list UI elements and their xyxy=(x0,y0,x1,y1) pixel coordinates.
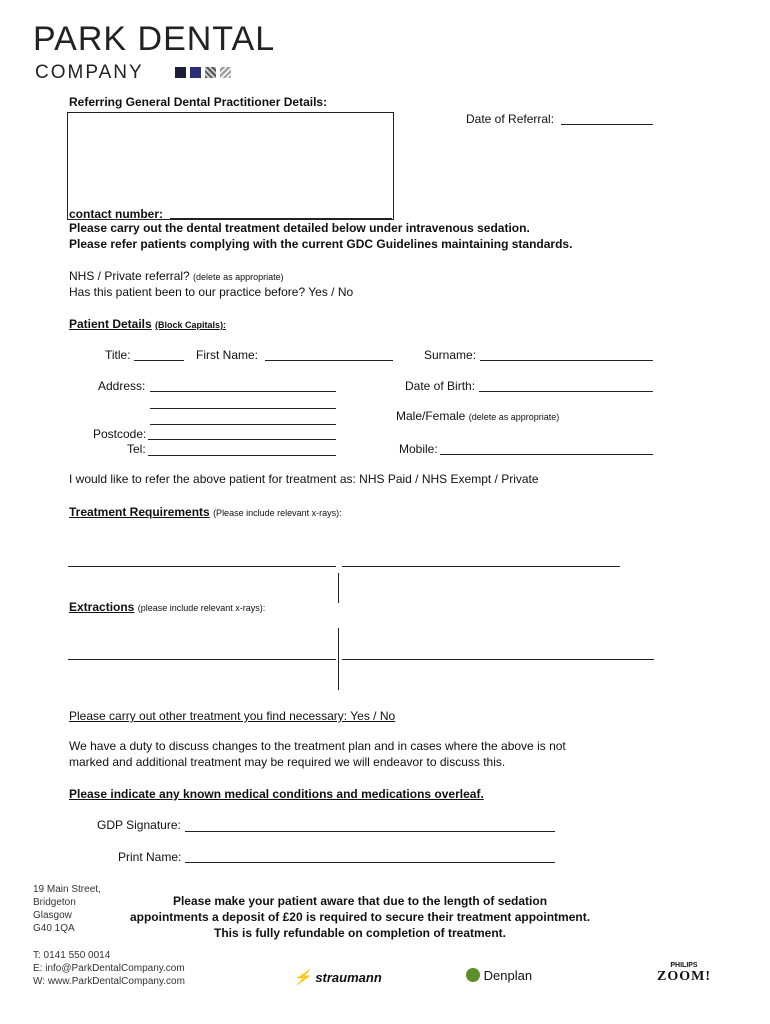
straumann-icon: ⚡ xyxy=(293,969,312,986)
denplan-apple-icon xyxy=(466,968,480,982)
other-treatment-question: Please carry out other treatment you find necessary: Yes / No xyxy=(69,709,396,723)
deposit-line-2: appointments a deposit of £20 is required to secure their treatment appointment. xyxy=(129,910,591,924)
sex-note: (delete as appropriate) xyxy=(468,412,560,422)
patient-heading-label: Patient Details xyxy=(69,317,152,331)
contact-email[interactable]: E: info@ParkDentalCompany.com xyxy=(33,963,185,974)
patient-heading-note: (Block Capitals): xyxy=(155,320,227,330)
instruction-line-1: Please carry out the dental treatment detailed below under intravenous sedation. xyxy=(69,221,530,235)
first-name-label: First Name: xyxy=(196,348,259,362)
referral-type-note: (delete as appropriate) xyxy=(193,272,284,282)
address-field-2[interactable] xyxy=(150,408,336,409)
patient-details-heading xyxy=(69,317,226,331)
brand-subtitle: COMPANY xyxy=(35,62,144,83)
title-field[interactable] xyxy=(134,360,184,361)
extractions-field-right[interactable] xyxy=(342,659,654,660)
tel-field[interactable] xyxy=(148,455,336,456)
address-line-2: Bridgeton xyxy=(33,897,76,908)
sex-selector[interactable] xyxy=(396,409,559,423)
address-line-4: G40 1QA xyxy=(33,923,75,934)
treatment-field-upper-right[interactable] xyxy=(342,566,620,567)
treatment-heading-note: (Please include relevant x-rays): xyxy=(213,508,342,518)
logo-square-pattern xyxy=(205,67,216,78)
referral-type-question xyxy=(69,269,284,283)
address-field-1[interactable] xyxy=(150,391,336,392)
referral-type-label: NHS / Private referral? xyxy=(69,269,190,283)
philips-zoom-logo xyxy=(657,962,711,985)
logo-square-light xyxy=(220,67,231,78)
deposit-line-1: Please make your patient aware that due to the length of sedation xyxy=(172,894,548,908)
philips-label: PHILIPS xyxy=(670,962,698,969)
denplan-logo xyxy=(466,968,532,983)
duty-line-2: marked and additional treatment may be required we will endeavor to discuss this. xyxy=(69,755,506,769)
surname-label: Surname: xyxy=(424,348,477,362)
extractions-field-left[interactable] xyxy=(68,659,336,660)
duty-line-1: We have a duty to discuss changes to the treatment plan and in cases where the above is not xyxy=(69,739,566,753)
medical-conditions-note: Please indicate any known medical conditions and medications overleaf. xyxy=(69,787,484,801)
postcode-label: Postcode: xyxy=(93,427,147,441)
brand-title: PARK DENTAL xyxy=(33,20,276,58)
sex-label: Male/Female xyxy=(396,409,466,423)
contact-website[interactable]: W: www.ParkDentalCompany.com xyxy=(33,976,185,987)
gdp-signature-label: GDP Signature: xyxy=(97,818,181,832)
title-label: Title: xyxy=(105,348,131,362)
practice-address xyxy=(33,883,101,935)
straumann-logo xyxy=(293,968,382,986)
tel-label: Tel: xyxy=(127,442,146,456)
first-name-field[interactable] xyxy=(265,360,393,361)
print-name-field[interactable] xyxy=(185,862,555,863)
deposit-notice xyxy=(110,893,610,941)
address-line-3: Glasgow xyxy=(33,910,72,921)
gdp-signature-field[interactable] xyxy=(185,831,555,832)
refer-as-statement: I would like to refer the above patient for treatment as: NHS Paid / NHS Exempt / Private xyxy=(69,472,539,486)
practice-contact xyxy=(33,949,185,988)
logo-square-blue xyxy=(190,67,201,78)
extractions-heading-label: Extractions xyxy=(69,600,135,614)
treatment-heading-label: Treatment Requirements xyxy=(69,505,210,519)
mobile-label: Mobile: xyxy=(399,442,438,456)
dob-field[interactable] xyxy=(479,391,653,392)
referrer-heading: Referring General Dental Practitioner Details: xyxy=(69,95,328,109)
treatment-field-upper-left[interactable] xyxy=(68,566,336,567)
date-of-referral-field[interactable] xyxy=(561,124,653,125)
extractions-chart-divider xyxy=(338,628,339,690)
contact-number-field[interactable] xyxy=(170,218,392,219)
print-name-label: Print Name: xyxy=(118,850,182,864)
instruction-line-2: Please refer patients complying with the current GDC Guidelines maintaining standards. xyxy=(69,237,573,251)
dob-label: Date of Birth: xyxy=(405,379,476,393)
address-field-3[interactable] xyxy=(150,424,336,425)
contact-phone: T: 0141 550 0014 xyxy=(33,950,111,961)
postcode-field[interactable] xyxy=(148,439,336,440)
zoom-label: ZOOM! xyxy=(657,969,711,984)
previous-visit-question: Has this patient been to our practice before? Yes / No xyxy=(69,285,354,299)
straumann-label: straumann xyxy=(315,970,382,985)
deposit-line-3: This is fully refundable on completion of treatment. xyxy=(213,926,507,940)
treatment-chart-divider xyxy=(338,573,339,603)
date-of-referral-label: Date of Referral: xyxy=(466,112,555,126)
referrer-details-box[interactable] xyxy=(67,112,394,220)
mobile-field[interactable] xyxy=(440,454,653,455)
extractions-heading-note: (please include relevant x-rays): xyxy=(137,603,266,613)
logo-square-dark xyxy=(175,67,186,78)
address-line-1: 19 Main Street, xyxy=(33,884,101,895)
extractions-heading xyxy=(69,600,265,614)
surname-field[interactable] xyxy=(480,360,653,361)
treatment-heading xyxy=(69,505,342,519)
contact-number-label: contact number: xyxy=(69,207,164,221)
denplan-label: Denplan xyxy=(483,968,533,983)
address-label: Address: xyxy=(98,379,146,393)
